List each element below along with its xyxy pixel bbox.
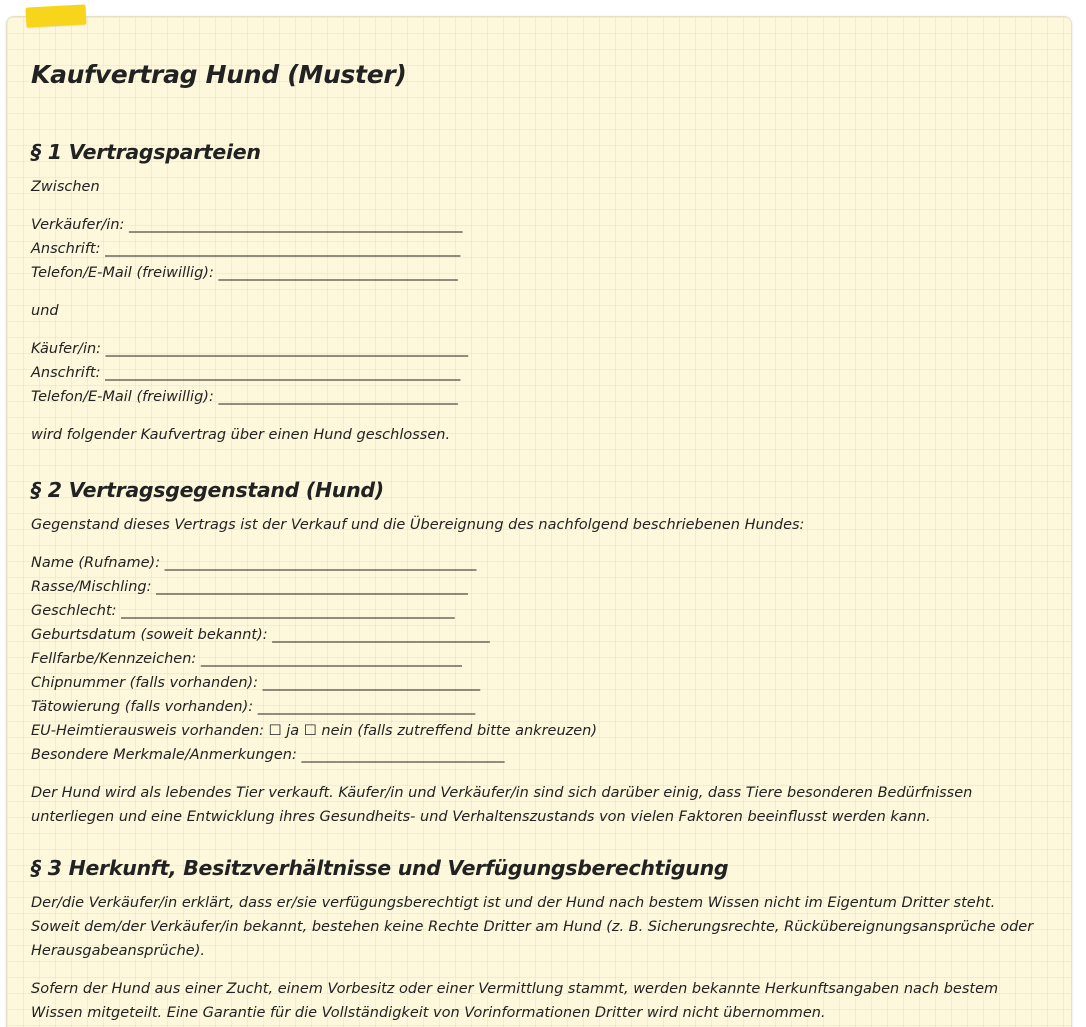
section-heading: § 3 Herkunft, Besitzverhältnisse und Verfügungsberechtigung (31, 856, 729, 880)
section-subject (31, 475, 1047, 829)
dog-color-field: Fellfarbe/Kennzeichen: ____________________________________ (31, 651, 462, 667)
dog-chip-field: Chipnummer (falls vorhanden): ______________________________ (31, 675, 481, 691)
intro-text: Zwischen (31, 179, 100, 195)
tape-strip (26, 4, 87, 27)
dog-notes-field: Besondere Merkmale/Anmerkungen: ____________________________ (31, 747, 505, 763)
seller-name-field: Verkäufer/in: ______________________________________________ (31, 217, 463, 233)
note-text: Der Hund wird als lebendes Tier verkauft. Käufer/in und Verkäufer/in sind sich darüber einig, dass Tiere besonderen Bedürfnissen unterliegen und eine Entwicklung ihres Gesundheits- und Verhaltenszustands von vielen Faktoren beeinflusst werden kann. (31, 785, 973, 825)
dog-breed-field: Rasse/Mischling: ___________________________________________ (31, 579, 468, 595)
dog-birthdate-field: Geburtsdatum (soweit bekannt): ______________________________ (31, 627, 490, 643)
dog-name-field: Name (Rufname): ___________________________________________ (31, 555, 477, 571)
paragraph: Der/die Verkäufer/in erklärt, dass er/sie verfügungsberechtigt ist und der Hund nach bestem Wissen nicht im Eigentum Dritter steht. Soweit dem/der Verkäufer/in bekannt, bestehen keine Rechte Dritter am Hund (z. B. Sicherungsrechte, Rückübereignungsansprüche oder Herausgabeansprüche). (31, 895, 1034, 959)
document-title: Kaufvertrag Hund (Muster) (31, 60, 407, 89)
dog-fields (31, 551, 1047, 767)
section-heading: § 1 Vertragsparteien (31, 140, 261, 164)
closing-text: wird folgender Kaufvertrag über einen Hund geschlossen. (31, 427, 451, 443)
intro-text: Gegenstand dieses Vertrags ist der Verkauf und die Übereignung des nachfolgend beschriebenen Hundes: (31, 517, 805, 533)
seller-address-field: Anschrift: _________________________________________________ (31, 241, 461, 257)
dog-tattoo-field: Tätowierung (falls vorhanden): ______________________________ (31, 699, 476, 715)
section-origin (31, 853, 1047, 1025)
section-heading: § 2 Vertragsgegenstand (Hund) (31, 478, 384, 502)
buyer-contact-field: Telefon/E-Mail (freiwillig): _________________________________ (31, 389, 458, 405)
buyer-name-field: Käufer/in: __________________________________________________ (31, 341, 469, 357)
connector-text: und (31, 303, 59, 319)
buyer-fields (31, 337, 1047, 409)
section-parties (31, 137, 1047, 447)
paragraph: Sofern der Hund aus einer Zucht, einem Vorbesitz oder einer Vermittlung stammt, werden bekannte Herkunftsangaben nach bestem Wissen mitgeteilt. Eine Garantie für die Vollständigkeit von Vorinformationen Dritter wird nicht übernommen. (31, 981, 999, 1021)
seller-fields (31, 213, 1047, 285)
contract-sheet (6, 16, 1072, 1027)
dog-sex-field: Geschlecht: ______________________________________________ (31, 603, 455, 619)
buyer-address-field: Anschrift: _________________________________________________ (31, 365, 461, 381)
seller-contact-field: Telefon/E-Mail (freiwillig): _________________________________ (31, 265, 458, 281)
pet-passport-field: EU-Heimtierausweis vorhanden: ☐ ja ☐ nein (falls zutreffend bitte ankreuzen) (31, 723, 598, 739)
